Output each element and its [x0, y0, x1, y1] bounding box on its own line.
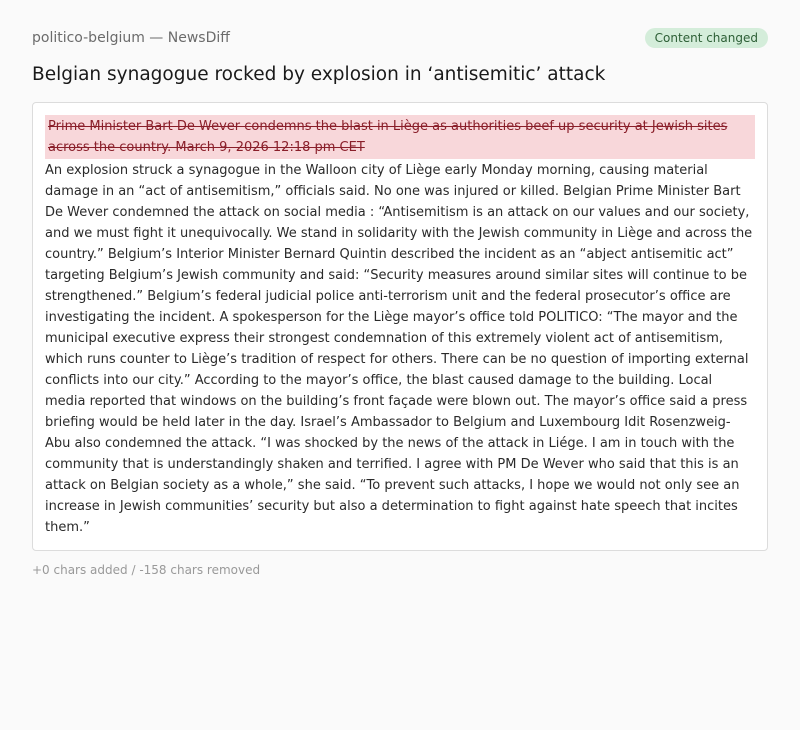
article-body: An explosion struck a synagogue in the Walloon city of Liège early Monday morning, causing material damage in an “act of antisemitism,” officials said. No one was injured or killed. Belgian Prime Minister Bart De Wever condemned the attack on social media : “Antisemitism is an attack on our values and our society, and we must fight it unequivocally. We stand in solidarity with the Jewish community in Liège and across the country.” Belgium’s Interior Minister Bernard Quintin described the incident as an “abject antisemitic act” targeting Belgium’s Jewish community and said: “Security measures around similar sites will continue to be strengthened.” Belgium’s federal judicial police anti-terrorism unit and the federal prosecutor’s office are investigating the incident. A spokesperson for the Liège mayor’s office told POLITICO: “The mayor and the municipal executive express their strongest condemnation of this extremely violent act of antisemitism, which runs counter to Liège’s tradition of respect for others. There can be no question of importing external conflicts into our city.” According to the mayor’s office, the blast caused damage to the building. Local media reported that windows on the building’s front façade were blown out. The mayor’s office said a press briefing would be held later in the day. Israel’s Ambassador to Belgium and Luxembourg Idit Rosenzweig-Abu also condemned the attack. “I was shocked by the news of the attack in Liége. I am in touch with the community that is understandingly shaken and terrified. I agree with PM De Wever who said that this is an attack on Belgian society as a whole,” she said. “To prevent such attacks, I hope we would not only see an increase in Jewish communities’ security but also a determination to fight against hate speech that incites them.” — [45, 163, 753, 535]
removed-text: Prime Minister Bart De Wever condemns the blast in Liège as authorities beef up security at Jewish sites across the country. March 9, 2026 12:18 pm CET — [45, 115, 755, 159]
header — [32, 28, 768, 48]
article-title: Belgian synagogue rocked by explosion in ‘antisemitic’ attack — [32, 64, 606, 85]
diff-stats: +0 chars added / -158 chars removed — [32, 563, 261, 577]
diff-content — [32, 102, 768, 551]
newsdiff-page — [32, 0, 768, 577]
status-badge: Content changed — [645, 28, 768, 48]
source-label: politico-belgium — NewsDiff — [32, 30, 230, 46]
